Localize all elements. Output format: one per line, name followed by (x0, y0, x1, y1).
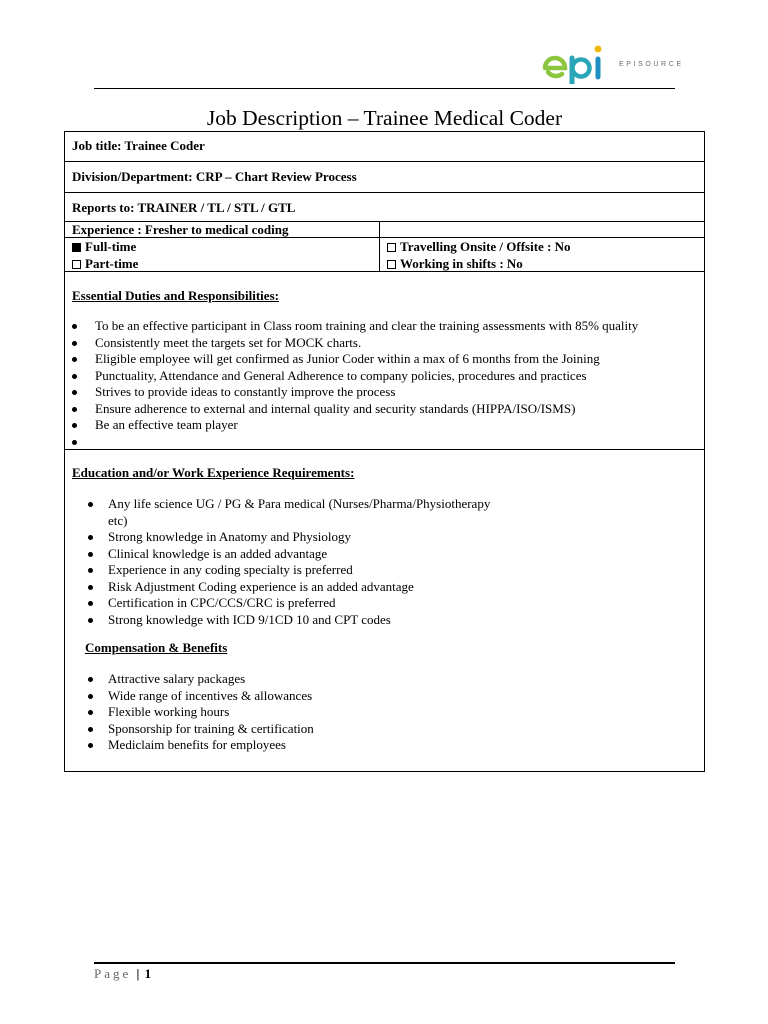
logo-subtitle: EPISOURCE (619, 61, 684, 68)
list-item: Sponsorship for training & certification (108, 721, 314, 738)
list-item: Wide range of incentives & allowances (108, 688, 314, 705)
duties-list (95, 318, 638, 450)
compensation-heading: Compensation & Benefits (85, 640, 228, 655)
option-label: Full-time (85, 239, 137, 254)
list-item: Flexible working hours (108, 704, 314, 721)
education-list (108, 496, 490, 628)
list-item: Risk Adjustment Coding experience is an added advantage (108, 579, 490, 596)
unchecked-box-icon (387, 243, 396, 252)
list-item: Ensure adherence to external and internal quality and security standards (HIPPA/ISO/ISMS) (95, 401, 638, 418)
footer-separator: | (136, 966, 140, 981)
header-rule (94, 88, 675, 89)
row-reports-to (65, 193, 704, 222)
column-divider (379, 222, 380, 238)
page-title: Job Description – Trainee Medical Coder (206, 106, 563, 130)
epi-logo-mark (542, 44, 618, 84)
row-job-title (65, 132, 704, 162)
row-duties (65, 272, 704, 450)
option-label: Working in shifts : No (400, 256, 523, 271)
list-item: Mediclaim benefits for employees (108, 737, 314, 754)
division: Division/Department: CRP – Chart Review Process (72, 169, 357, 184)
checked-box-icon (72, 243, 81, 252)
row-division (65, 162, 704, 193)
option-shifts (387, 256, 523, 272)
education-heading: Education and/or Work Experience Requirements: (72, 465, 355, 480)
episource-logo (542, 44, 684, 84)
list-item: Strong knowledge in Anatomy and Physiology (108, 529, 490, 546)
reports-to: Reports to: TRAINER / TL / STL / GTL (72, 200, 296, 215)
list-item: Consistently meet the targets set for MOCK charts. (95, 335, 638, 352)
list-item: Any life science UG / PG & Para medical (Nurses/Pharma/Physiotherapy (108, 496, 490, 513)
list-item: Be an effective team player (95, 417, 638, 434)
list-item: Attractive salary packages (108, 671, 314, 688)
list-item: Punctuality, Attendance and General Adherence to company policies, procedures and practices (95, 368, 638, 385)
job-title: Job title: Trainee Coder (72, 138, 205, 153)
duties-heading: Essential Duties and Responsibilities: (72, 288, 279, 303)
list-item: Experience in any coding specialty is preferred (108, 562, 490, 579)
footer-rule (94, 962, 675, 964)
list-item: Strong knowledge with ICD 9/1CD 10 and CPT codes (108, 612, 490, 629)
list-item: To be an effective participant in Class room training and clear the training assessments with 85% quality (95, 318, 638, 335)
unchecked-box-icon (72, 260, 81, 269)
option-part-time (72, 256, 138, 272)
compensation-list (108, 671, 314, 754)
list-item: Clinical knowledge is an added advantage (108, 546, 490, 563)
list-item (95, 434, 638, 451)
page-footer (94, 966, 151, 982)
job-description-table (64, 131, 705, 772)
column-divider (379, 238, 380, 272)
row-employment (65, 238, 704, 272)
unchecked-box-icon (387, 260, 396, 269)
row-requirements (65, 450, 704, 771)
page-number: 1 (144, 966, 152, 981)
option-travelling (387, 239, 571, 255)
option-label: Part-time (85, 256, 139, 271)
page-label: Page (94, 966, 132, 981)
option-full-time (72, 239, 136, 255)
list-item-continuation: etc) (108, 512, 128, 528)
row-experience (65, 222, 704, 238)
list-item: Eligible employee will get confirmed as Junior Coder within a max of 6 months from the Joining (95, 351, 638, 368)
experience: Experience : Fresher to medical coding (72, 222, 289, 237)
option-label: Travelling Onsite / Offsite : No (400, 239, 571, 254)
list-item: Strives to provide ideas to constantly improve the process (95, 384, 638, 401)
list-item: Certification in CPC/CCS/CRC is preferred (108, 595, 490, 612)
